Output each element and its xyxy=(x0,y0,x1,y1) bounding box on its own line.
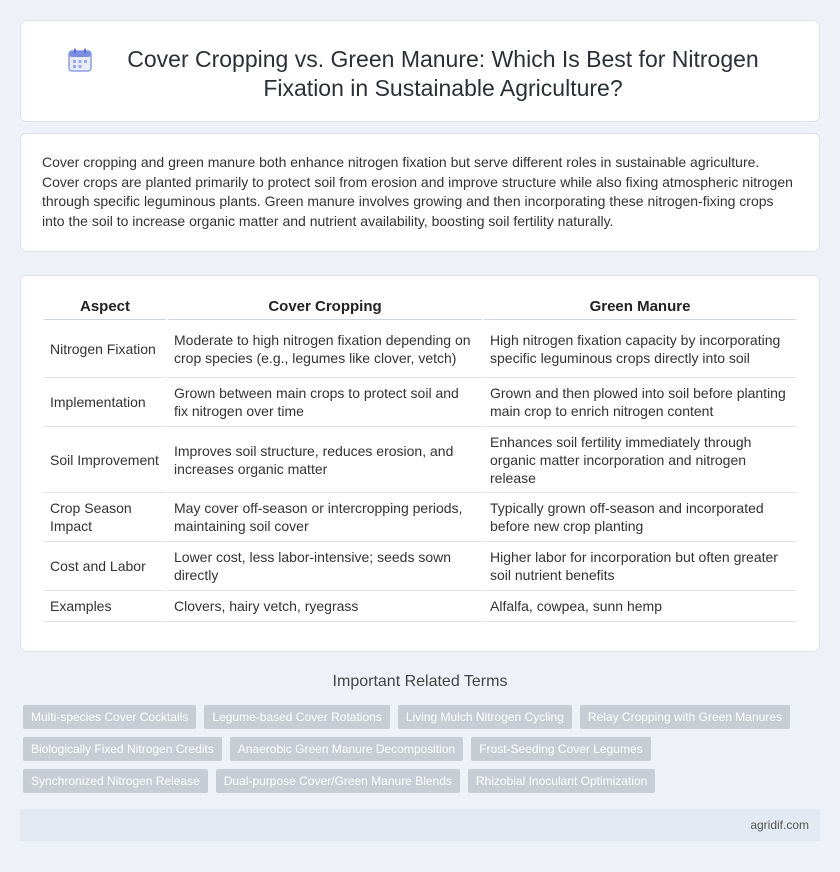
footer xyxy=(20,809,820,841)
footer-site-link[interactable]: agridif.com xyxy=(750,818,809,832)
aspect-cell: Cost and Labor xyxy=(44,542,166,591)
intro-card xyxy=(20,133,820,252)
related-terms-list xyxy=(23,705,823,801)
related-term-tag[interactable]: Living Mulch Nitrogen Cycling xyxy=(398,705,572,729)
table-header-row xyxy=(44,296,796,320)
cover-cropping-cell: Clovers, hairy vetch, ryegrass xyxy=(168,591,482,622)
table-row xyxy=(44,493,796,542)
aspect-cell: Implementation xyxy=(44,378,166,427)
related-term-tag[interactable]: Relay Cropping with Green Manures xyxy=(580,705,790,729)
comparison-table xyxy=(42,296,798,622)
related-term-tag[interactable]: Dual-purpose Cover/Green Manure Blends xyxy=(216,769,460,793)
calendar-icon xyxy=(67,47,93,73)
green-manure-cell: Typically grown off-season and incorporated before new crop planting xyxy=(484,493,796,542)
title-card xyxy=(20,20,820,122)
related-terms-title: Important Related Terms xyxy=(332,673,508,690)
related-term-tag[interactable]: Synchronized Nitrogen Release xyxy=(23,769,208,793)
aspect-cell: Crop Season Impact xyxy=(44,493,166,542)
tag-row xyxy=(23,769,823,793)
aspect-cell: Soil Improvement xyxy=(44,427,166,493)
table-row xyxy=(44,542,796,591)
header-aspect: Aspect xyxy=(44,296,166,320)
green-manure-cell: Alfalfa, cowpea, sunn hemp xyxy=(484,591,796,622)
table-row xyxy=(44,427,796,493)
related-term-tag[interactable]: Biologically Fixed Nitrogen Credits xyxy=(23,737,222,761)
table-row xyxy=(44,320,796,378)
green-manure-cell: Grown and then plowed into soil before planting main crop to enrich nitrogen content xyxy=(484,378,796,427)
cover-cropping-cell: Moderate to high nitrogen fixation depending on crop species (e.g., legumes like clover, vetch) xyxy=(168,320,482,378)
related-term-tag[interactable]: Frost-Seeding Cover Legumes xyxy=(471,737,650,761)
header-cover-cropping: Cover Cropping xyxy=(168,296,482,320)
header-green-manure: Green Manure xyxy=(484,296,796,320)
green-manure-cell: Enhances soil fertility immediately through organic matter incorporation and nitrogen release xyxy=(484,427,796,493)
title-row xyxy=(21,21,819,103)
green-manure-cell: Higher labor for incorporation but often greater soil nutrient benefits xyxy=(484,542,796,591)
cover-cropping-cell: May cover off-season or intercropping periods, maintaining soil cover xyxy=(168,493,482,542)
related-term-tag[interactable]: Multi-species Cover Cocktails xyxy=(23,705,196,729)
comparison-card xyxy=(20,275,820,652)
table-row xyxy=(44,378,796,427)
related-term-tag[interactable]: Anaerobic Green Manure Decomposition xyxy=(230,737,463,761)
tag-row xyxy=(23,737,823,761)
intro-paragraph: Cover cropping and green manure both enhance nitrogen fixation but serve different roles in sustainable agriculture. Cover crops are planted primarily to protect soil from erosion and improve structure while also fixing atmospheric nitrogen through specific leguminous plants. Green manure involves growing and then incorporating these nitrogen-fixing crops into the soil to increase organic matter and nutrient availability, boosting soil fertility naturally. xyxy=(42,154,793,229)
related-term-tag[interactable]: Legume-based Cover Rotations xyxy=(204,705,389,729)
cover-cropping-cell: Lower cost, less labor-intensive; seeds sown directly xyxy=(168,542,482,591)
related-term-tag[interactable]: Rhizobial Inoculant Optimization xyxy=(468,769,655,793)
aspect-cell: Nitrogen Fixation xyxy=(44,320,166,378)
table-row xyxy=(44,591,796,622)
tag-row xyxy=(23,705,823,729)
aspect-cell: Examples xyxy=(44,591,166,622)
cover-cropping-cell: Improves soil structure, reduces erosion, and increases organic matter xyxy=(168,427,482,493)
page-title: Cover Cropping vs. Green Manure: Which Is Best for Nitrogen Fixation in Sustainable Agriculture? xyxy=(127,46,759,101)
green-manure-cell: High nitrogen fixation capacity by incorporating specific leguminous crops directly into soil xyxy=(484,320,796,378)
cover-cropping-cell: Grown between main crops to protect soil and fix nitrogen over time xyxy=(168,378,482,427)
